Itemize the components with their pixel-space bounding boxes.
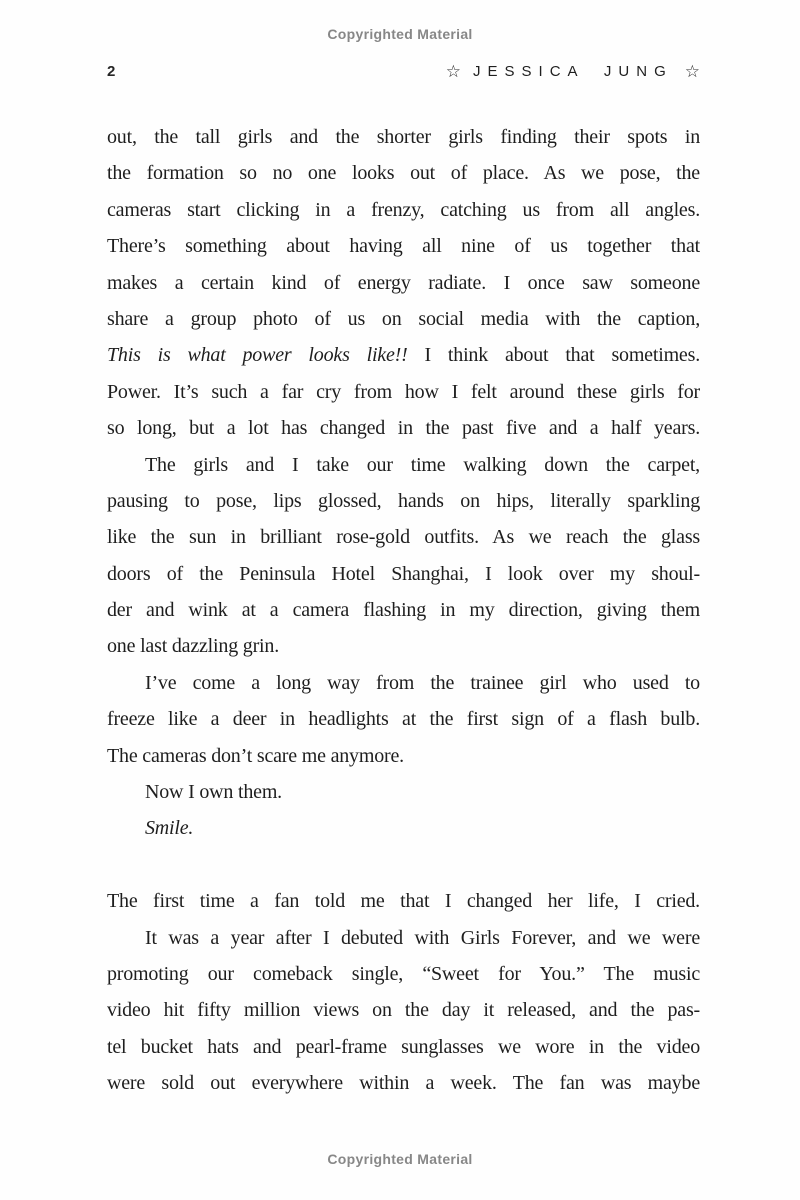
text-line: der and wink at a camera flashing in my direction, giving them [107,599,700,622]
text-line: Now I own them. [145,781,282,804]
running-title [446,63,700,80]
section-break [107,847,700,883]
body-text [107,119,700,1102]
text-line: cameras start clicking in a frenzy, catching us from all angles. [107,198,700,221]
text-line: like the sun in brilliant rose-gold outfits. As we reach the glass [107,526,700,549]
text-line: out, the tall girls and the shorter girls finding their spots in [107,126,700,148]
text-line: Power. It’s such a far cry from how I felt around these girls for [107,380,700,403]
text-line: There’s something about having all nine of us together that [107,235,700,258]
text-line: makes a certain kind of energy radiate. I once saw someone [107,271,700,294]
text-line: This is what power looks like!! I think about that sometimes. [107,344,700,367]
text-line: the formation so no one looks out of place. As we pose, the [107,162,700,185]
text-line: were sold out everywhere within a week. The fan was maybe [107,1072,700,1095]
text-line: The cameras don’t scare me anymore. [107,744,404,767]
text-line: promoting our comeback single, “Sweet for You.” The music [107,962,700,985]
text-line: one last dazzling grin. [107,635,280,658]
text-line: pausing to pose, lips glossed, hands on hips, literally sparkling [107,489,700,512]
text-line: video hit fifty million views on the day it released, and the pas- [107,999,700,1022]
star-icon: ☆ [445,62,462,81]
text-line: freeze like a deer in headlights at the first sign of a flash bulb. [107,708,700,731]
text-line: doors of the Peninsula Hotel Shanghai, I look over my shoul- [107,562,700,585]
text-line: It was a year after I debuted with Girls Forever, and we were [145,926,700,949]
text-line: Smile. [145,817,194,840]
text-line: tel bucket hats and pearl-frame sunglasses we wore in the video [107,1035,700,1058]
text-line: The girls and I take our time walking down the carpet, [145,453,700,476]
copyright-notice-bottom: Copyrighted Material [327,1151,473,1167]
running-title-text: JESSICA JUNG [473,63,673,80]
copyright-notice-top: Copyrighted Material [327,26,473,42]
page-number: 2 [107,63,116,80]
text-line: so long, but a lot has changed in the past five and a half years. [107,417,700,440]
text-line: share a group photo of us on social media with the caption, [107,307,700,330]
page-header [107,63,700,80]
text-line: The first time a fan told me that I changed her life, I cried. [107,890,700,913]
text-line: I’ve come a long way from the trainee girl who used to [145,671,700,694]
star-icon: ☆ [684,62,700,81]
